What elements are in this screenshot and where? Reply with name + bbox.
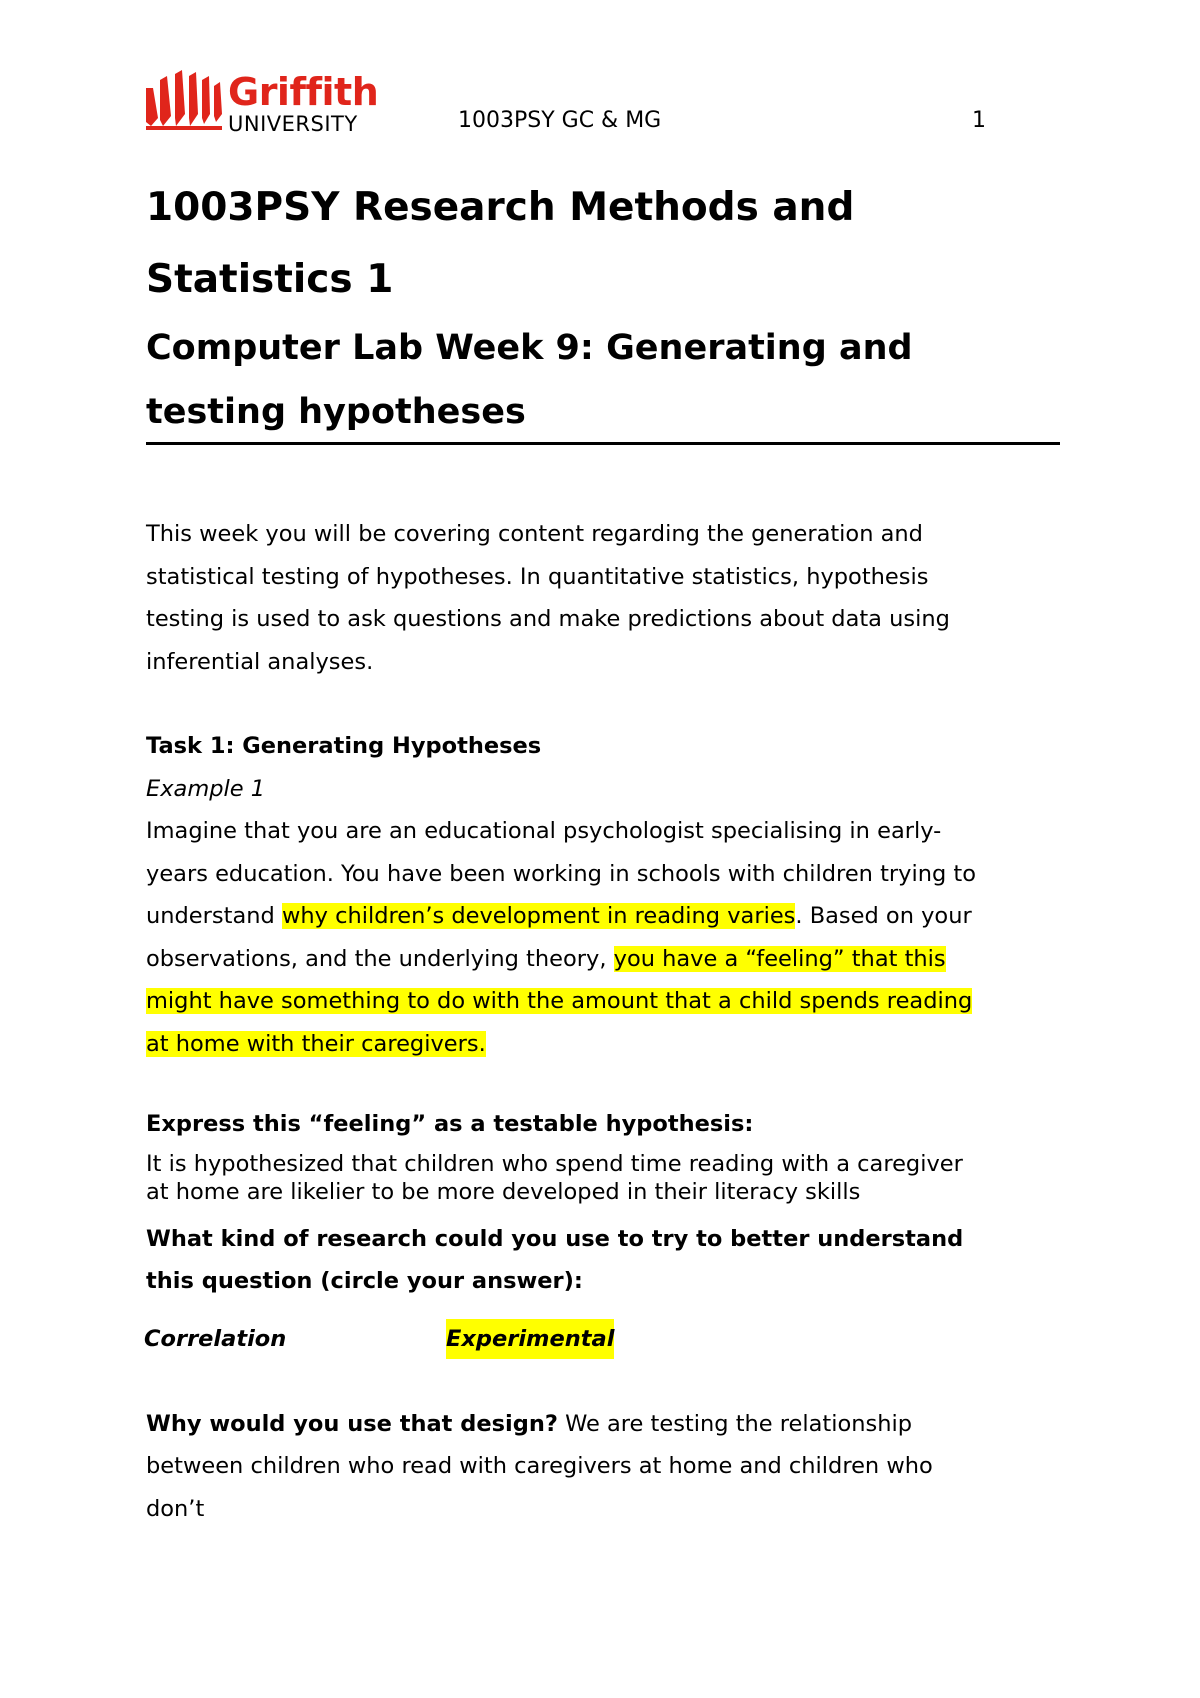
express-heading: Express this “feeling” as a testable hypothesis: xyxy=(146,1111,754,1137)
research-question-line: this question (circle your answer): xyxy=(146,1268,583,1294)
subtitle-line-1: Computer Lab Week 9: Generating and xyxy=(146,328,913,368)
answer-line: at home are likelier to be more developed in their literacy skills xyxy=(146,1178,861,1205)
intro-line: statistical testing of hypotheses. In quantitative statistics, hypothesis xyxy=(146,563,929,590)
intro-line: This week you will be covering content regarding the generation and xyxy=(146,521,923,547)
highlighted-text: you have a “feeling” that this xyxy=(613,945,946,972)
scenario-text: observations, and the underlying theory, xyxy=(146,945,614,972)
research-question-line: What kind of research could you use to try to better understand xyxy=(146,1225,964,1252)
why-line xyxy=(146,1403,1060,1446)
scenario-line xyxy=(146,980,1060,1023)
subtitle-line-2: testing hypotheses xyxy=(146,392,526,432)
logo-wordmark xyxy=(228,72,378,134)
page-number: 1 xyxy=(972,108,986,133)
logo-name: Griffith xyxy=(228,70,379,114)
highlighted-text: at home with their caregivers. xyxy=(146,1030,486,1057)
running-head: 1003PSY GC & MG xyxy=(458,108,662,133)
scenario-paragraph xyxy=(146,810,1060,1065)
spacer xyxy=(146,683,1060,725)
choice-experimental[interactable]: Experimental xyxy=(446,1319,614,1359)
logo-university: UNIVERSITY xyxy=(228,112,358,136)
title-line-1: 1003PSY Research Methods and xyxy=(146,185,855,230)
scenario-line: Imagine that you are an educational psychologist specialising in early- xyxy=(146,818,942,844)
scenario-line xyxy=(146,895,1060,938)
why-line: don’t xyxy=(146,1495,205,1522)
title-line-2: Statistics 1 xyxy=(146,257,394,302)
why-heading: Why would you use that design? xyxy=(146,1410,558,1437)
why-line: between children who read with caregivers at home and children who xyxy=(146,1453,933,1479)
scenario-line: years education. You have been working in schools with children trying to xyxy=(146,860,976,887)
spacer xyxy=(146,445,1060,513)
choice-correlation[interactable]: Correlation xyxy=(144,1325,287,1352)
scenario-text: understand xyxy=(146,903,282,929)
example-label: Example 1 xyxy=(146,775,266,802)
why-answer: We are testing the relationship xyxy=(557,1410,913,1437)
scenario-line xyxy=(146,938,1060,981)
hypothesis-answer xyxy=(146,1150,1060,1206)
intro-line: inferential analyses. xyxy=(146,648,374,675)
intro-line: testing is used to ask questions and make predictions about data using xyxy=(146,606,950,632)
griffith-crest-icon xyxy=(146,70,224,130)
spacer xyxy=(146,1065,1060,1103)
document-body xyxy=(146,172,1060,1530)
scenario-text: . Based on your xyxy=(795,903,972,929)
intro-paragraph xyxy=(146,513,1060,683)
griffith-logo xyxy=(146,70,386,136)
spacer xyxy=(146,1359,1060,1403)
design-choices xyxy=(146,1319,1060,1359)
answer-line: It is hypothesized that children who spend time reading with a caregiver xyxy=(146,1150,963,1177)
highlighted-text: might have something to do with the amount that a child spends reading xyxy=(146,988,973,1014)
task1-heading: Task 1: Generating Hypotheses xyxy=(146,733,542,759)
highlighted-text: why children’s development in reading varies xyxy=(281,903,796,929)
scenario-line xyxy=(146,1023,1060,1066)
